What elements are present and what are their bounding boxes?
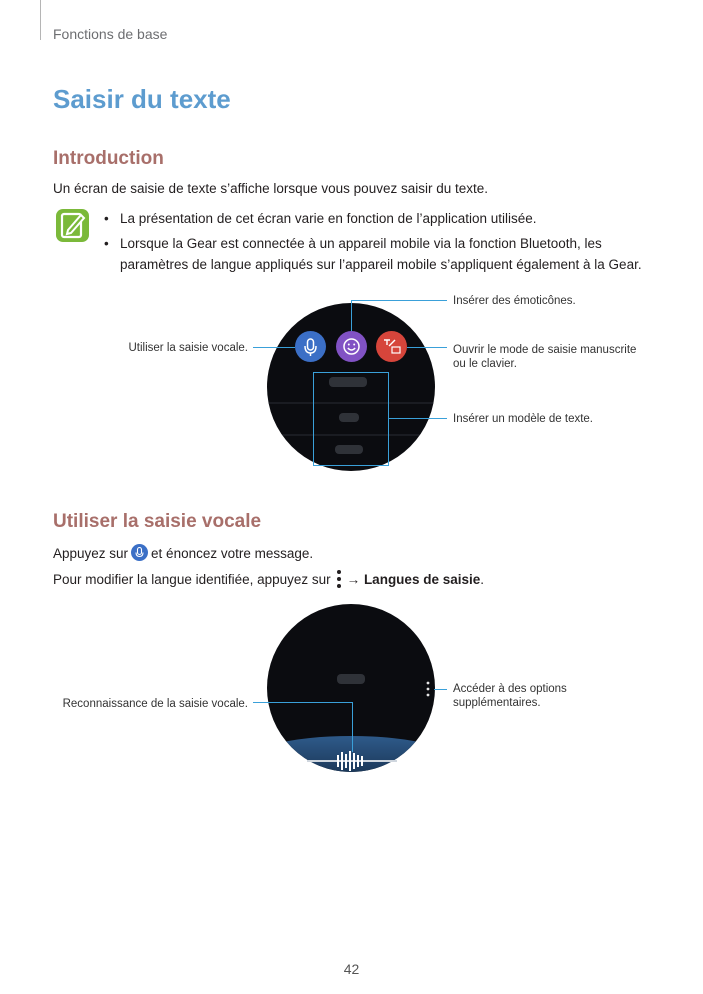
microphone-icon [131,544,148,561]
callout-line [352,702,353,752]
voice-heading: Utiliser la saisie vocale [53,511,262,532]
callout-line [253,702,353,703]
callout-line [351,300,447,301]
watch-voice-screen [267,604,435,772]
callout-recognition: Reconnaissance de la saisie vocale. [62,698,248,710]
callout-line [434,689,447,690]
callout-line [351,300,352,331]
callout-line [253,347,295,348]
callout-handwriting: Ouvrir le mode de saisie manuscrite ou le clavier. [453,344,637,370]
intro-heading: Introduction [53,148,164,169]
note-bullet-1: • La présentation de cet écran varie en fonction de l’application utilisée. [104,211,537,226]
voice-input-button[interactable] [295,331,326,362]
section-header: Fonctions de base [53,26,168,42]
microphone-icon [295,331,326,362]
callout-emoticons: Insérer des émoticônes. [453,295,576,307]
voice-line-1: Appuyez sur et énoncez votre message. [53,546,314,561]
callout-template: Insérer un modèle de texte. [453,413,593,425]
smiley-icon [336,331,367,362]
page-number: 42 [343,961,360,977]
callout-voice: Utiliser la saisie vocale. [128,342,248,354]
more-options-button[interactable] [425,681,431,697]
voice-line-2: Pour modifier la langue identifiée, appuyez sur → Langues de saisie. [53,572,485,587]
callout-line [407,347,447,348]
emoticon-button[interactable] [336,331,367,362]
page-title: Saisir du texte [53,84,231,114]
note-bullet-2: • Lorsque la Gear est connectée à un appareil mobile via la fonction Bluetooth, les paramètres de langue appliqués sur l’appareil mobile s’appliquent également à la Gear. [104,236,642,272]
header-rule [40,0,41,40]
more-options-icon [425,681,431,697]
handwriting-keyboard-button[interactable] [376,331,407,362]
handwriting-keyboard-icon [376,331,407,362]
intro-text: Un écran de saisie de texte s’affiche lorsque vous pouvez saisir du texte. [53,181,488,196]
callout-line [389,418,447,419]
more-options-icon [335,570,343,588]
callout-options: Accéder à des options supplémentaires. [453,683,567,709]
template-highlight-box [313,372,389,466]
note-icon [55,208,90,243]
